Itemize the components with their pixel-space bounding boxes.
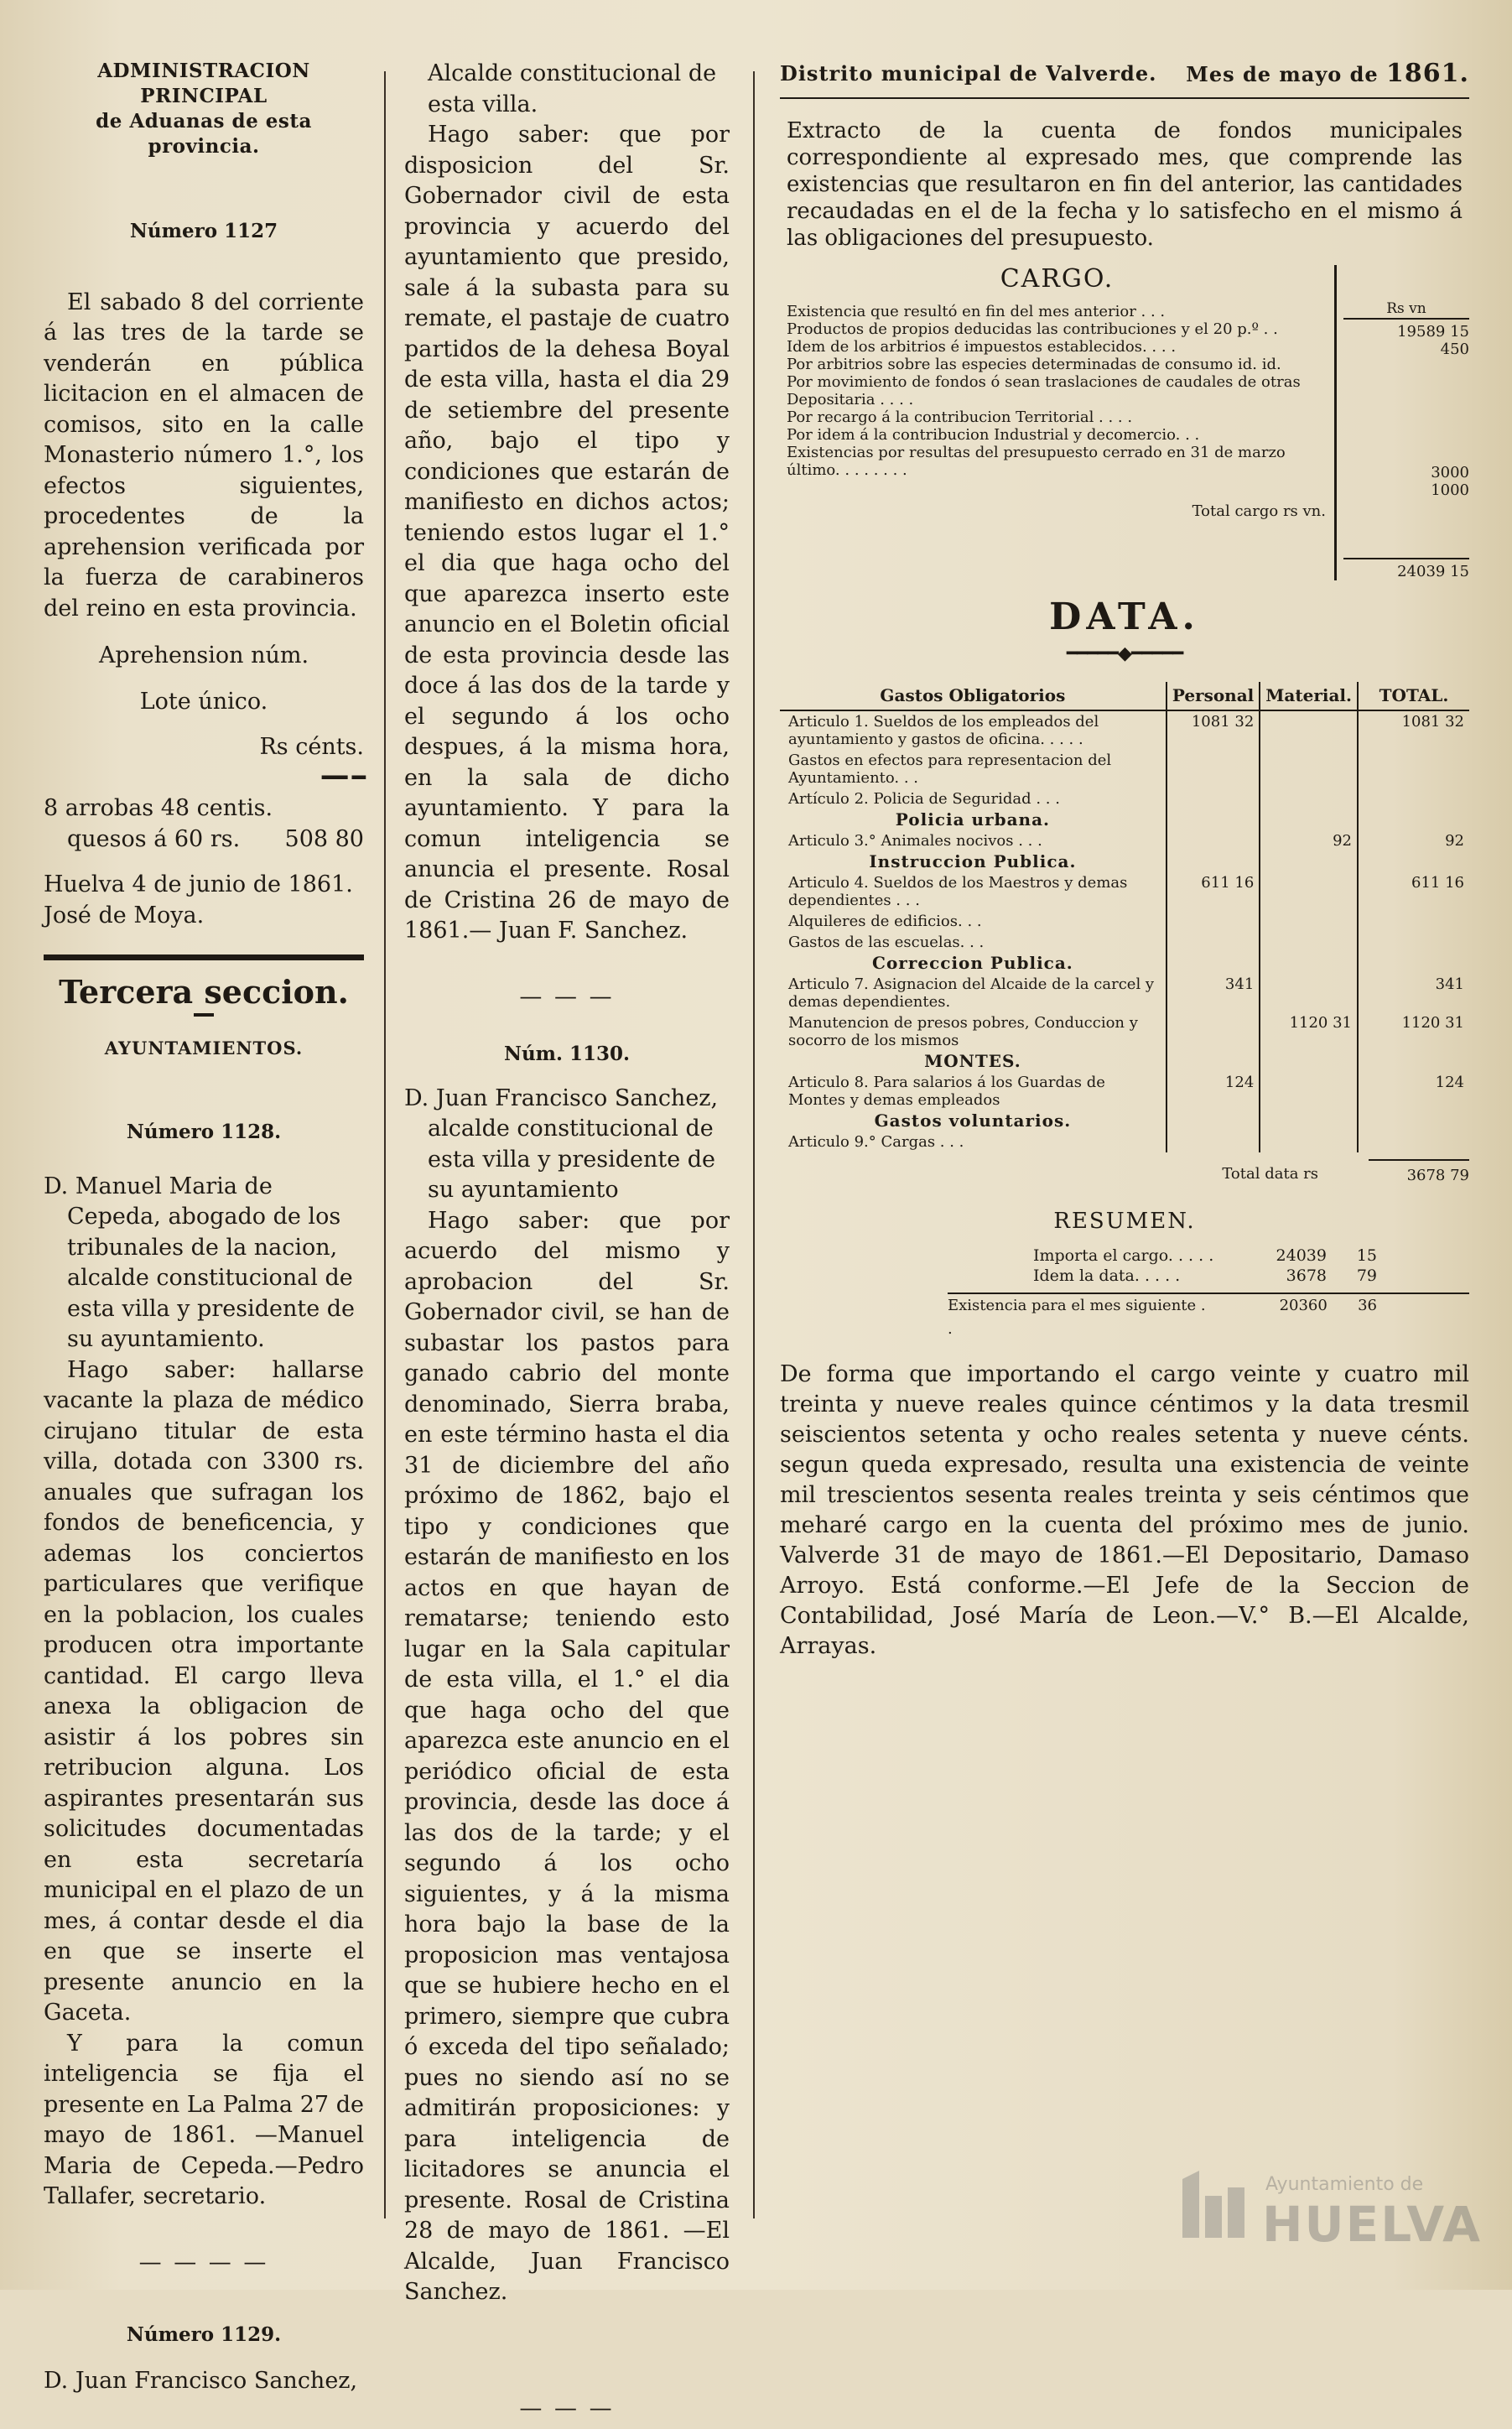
cargo-row-label: Productos de propios deducidas las contribuciones y el 20 p.º . . <box>787 320 1278 338</box>
resumen-title: RESUMEN. <box>1053 1209 1196 1234</box>
cargo-row-amount <box>1343 376 1469 393</box>
gastos-cell-personal <box>1166 1131 1260 1152</box>
column-divider-1 <box>384 71 386 2218</box>
aprehension-label: Aprehension núm. <box>98 642 309 668</box>
notice-1129-issuer-title: Alcalde constitucional de esta villa. <box>428 60 717 117</box>
cargo-labels <box>780 303 1334 479</box>
data-ornament: ━━━━━◆━━━━━ <box>1066 643 1183 664</box>
gastos-cell-personal <box>1166 750 1260 788</box>
gastos-cell-total: 1081 32 <box>1358 710 1469 750</box>
gastos-cell-label: Manutencion de presos pobres, Conduccion y socorro de los mismos <box>788 1013 1138 1049</box>
data-total: 3678 79 <box>1369 1159 1469 1192</box>
admin-heading: ADMINISTRACION PRINCIPAL de Aduanas de esta provincia. <box>96 60 312 158</box>
gastos-row <box>780 788 1469 809</box>
gastos-cell-material <box>1260 710 1358 750</box>
cargo-row-amount: 450 <box>1440 340 1469 358</box>
gastos-row <box>780 974 1469 1012</box>
gastos-cell-personal: 341 <box>1166 974 1260 1012</box>
gastos-row <box>780 911 1469 932</box>
cargo-row-amount <box>1343 393 1469 429</box>
resumen-data: Idem la data. . . . . 3678 79 <box>1033 1266 1377 1285</box>
cargo-total-label: Total cargo rs vn. <box>1192 502 1326 520</box>
section-rule <box>44 954 364 960</box>
closing-statement: De forma que importando el cargo veinte y cuatro mil treinta y nueve reales quince céntimos y la data tresmil seiscientos setenta y ocho reales setenta y nueve cénts. segun queda expresado, resulta una existencia de veinte mil trescientos sesenta reales treinta y seis céntimos que meharé cargo en la cuenta del próximo mes de junio. Valverde 31 de mayo de 1861.—El Depositario, Damaso Arroyo. Está conforme.—El Jefe de la Seccion de Contabilidad, José María de Leon.—V.° B.—El Alcalde, Arrayas. <box>780 1360 1469 1659</box>
separator-dash: — — — <box>519 983 615 1010</box>
gastos-cell-personal: 124 <box>1166 1072 1260 1110</box>
notice-1130-body: Hago saber: que por acuerdo del mismo y aprobacion del Sr. Gobernador civil, se han de subastar los pastos para ganado cabrio del monte denominado, Sierra braba, en este término hasta el dia 31 de diciembre del año próximo de 1862, bajo el tipo y condiciones que estarán de manifiesto en los actos en que hayan de rematarse; teniendo esto lugar en la Sala capitular de esta villa, el 1.° el dia que haga ocho del que aparezca este anuncio en el periódico oficial de esta provincia, desde las doce á las dos de la tarde; y el segundo á los ocho siguientes, y á la misma hora bajo la base de la proposicion mas ventajosa que se hubiere hecho en el primero, siempre que cubra ó exceda del tipo señalado; pues no siendo así no se admitirán proposiciones: y para inteligencia de licitadores se anuncia el presente. Rosal de Cristina 28 de mayo de 1861. —El Alcalde, Juan Francisco Sanchez. <box>404 1207 730 2305</box>
district-header <box>780 59 1469 99</box>
cargo-total: 24039 15 <box>1343 558 1469 580</box>
cargo-row-amount: 19589 15 <box>1397 322 1469 341</box>
data-total-row <box>780 1159 1469 1192</box>
col-total: TOTAL. <box>1358 682 1469 710</box>
gastos-row <box>780 1012 1469 1051</box>
gastos-cell-personal <box>1166 932 1260 953</box>
gastos-cell-material: 1120 31 <box>1260 1012 1358 1051</box>
gastos-subheading-row <box>780 1051 1469 1072</box>
gastos-cell-total <box>1358 932 1469 953</box>
gastos-cell-total: 341 <box>1358 974 1469 1012</box>
gastos-cell-total: 611 16 <box>1358 872 1469 911</box>
gastos-cell-personal: 611 16 <box>1166 872 1260 911</box>
gastos-cell-label: Articulo 4. Sueldos de los Maestros y demas dependientes . . . <box>788 873 1128 909</box>
data-title: DATA. <box>1049 595 1200 638</box>
gastos-cell-label: Articulo 7. Asignacion del Alcaide de la carcel y demas dependientes. <box>788 975 1155 1011</box>
column-3 <box>780 59 1469 1662</box>
gastos-row <box>780 750 1469 788</box>
gastos-cell-material <box>1260 872 1358 911</box>
watermark-line1: Ayuntamiento de <box>1265 2174 1424 2195</box>
notice-1129-body: Hago saber: que por disposicion del Sr. Gobernador civil de esta provincia y acuerdo del ayuntamiento que presido, sale á la subasta para su remate, el pastaje de cuatro partidos de la dehesa Boyal de esta villa, hasta el dia 29 de setiembre del presente año, bajo el tipo y condiciones que estarán de manifiesto en dichos actos; teniendo estos lugar el 1.° el dia que haga ocho del que aparezca inserto este anuncio en el Boletin oficial de esta provincia desde las doce á las dos de la tarde y el segundo á los ocho despues, á la misma hora, en la sala de dicho ayuntamiento. Y para la comun inteligencia se anuncia el presente. Rosal de Cristina 26 de mayo de 1861.— Juan F. Sanchez. <box>404 122 730 944</box>
gastos-subheading-row <box>780 851 1469 872</box>
gastos-row <box>780 872 1469 911</box>
signature-name: José de Moya. <box>44 902 205 928</box>
cargo-row-amount <box>1343 499 1469 534</box>
gastos-row <box>780 932 1469 953</box>
notice-1130-issuer: D. Juan Francisco Sanchez, alcalde constitucional de esta villa y presidente de su ayuntamiento <box>404 1084 719 1203</box>
signature-place-date: Huelva 4 de junio de 1861. <box>44 871 353 897</box>
lote-label: Lote único. <box>139 688 268 715</box>
separator-dash: — — — — <box>138 2249 269 2276</box>
gastos-cell-personal: 1081 32 <box>1166 710 1260 750</box>
notice-1127-body: El sabado 8 del corriente á las tres de la tarde se venderán en pública licitacion en el almacen de comisos, sito en la calle Monasterio número 1.°, los efectos siguientes, procedentes de la aprehension verificada por la fuerza de carabineros del reino en esta provincia. <box>44 289 364 622</box>
gastos-cell-material <box>1260 1072 1358 1110</box>
gastos-cell-material <box>1260 932 1358 953</box>
gastos-row <box>780 710 1469 750</box>
gastos-cell-label: Articulo 9.° Cargas . . . <box>788 1132 964 1151</box>
gastos-cell-material <box>1260 974 1358 1012</box>
gastos-subheading: Gastos voluntarios. <box>874 1110 1072 1131</box>
gastos-cell-total <box>1358 750 1469 788</box>
cargo-amounts <box>1334 265 1469 580</box>
notice-1128-closing: Y para la comun inteligencia se fija el presente en La Palma 27 de mayo de 1861. —Manuel Maria de Cepeda.—Pedro Tallafer, secretario. <box>44 2030 364 2209</box>
gastos-cell-total: 92 <box>1358 830 1469 851</box>
huelva-watermark <box>1178 2164 1483 2265</box>
cargo-title: CARGO. <box>1000 263 1115 294</box>
section-title: Tercera seccion. <box>59 973 349 1011</box>
resumen-cargo: Importa el cargo. . . . . 24039 15 <box>1033 1246 1377 1265</box>
gastos-cell-total <box>1358 911 1469 932</box>
ayuntamientos-heading: AYUNTAMIENTOS. <box>104 1037 304 1058</box>
cargo-row-label: Por idem á la contribucion Industrial y decomercio. . . <box>787 425 1200 444</box>
district-month: Mes de mayo de 1861. <box>1186 59 1469 88</box>
col-gastos: Gastos Obligatorios <box>780 682 1166 710</box>
data-total-label: Total data rs <box>1222 1164 1318 1183</box>
item-line-1: 8 arrobas 48 centis. <box>44 795 273 821</box>
gastos-cell-material: 92 <box>1260 830 1358 851</box>
gastos-subheading-row <box>780 1110 1469 1131</box>
gastos-subheading-row <box>780 809 1469 830</box>
gastos-cell-label: Articulo 8. Para salarios á los Guardas de Montes y demas empleados <box>788 1073 1105 1109</box>
account-extract: Extracto de la cuenta de fondos municipales correspondiente al expresado mes, que comprende las existencias que resultaron en fin del anterior, las cantidades recaudadas en el de la fecha y lo satisfecho en el mismo á las obligaciones del presupuesto. <box>787 117 1463 251</box>
gastos-subheading-row <box>780 953 1469 974</box>
cargo-row-label: Por recargo á la contribucion Territorial . . . . <box>787 408 1133 426</box>
gastos-cell-label: Gastos en efectos para representacion del Ayuntamiento. . . <box>788 751 1112 787</box>
gastos-subheading: Instruccion Publica. <box>869 850 1077 871</box>
gastos-cell-personal <box>1166 911 1260 932</box>
city-logo-icon <box>1178 2171 1254 2246</box>
column-1 <box>44 59 364 2396</box>
gastos-cell-personal <box>1166 788 1260 809</box>
notice-number-1128: Número 1128. <box>126 1121 282 1143</box>
gastos-cell-label: Alquileres de edificios. . . <box>788 912 982 930</box>
gastos-cell-total: 1120 31 <box>1358 1012 1469 1051</box>
gastos-subheading: MONTES. <box>924 1050 1021 1071</box>
notice-1128-body: Hago saber: hallarse vacante la plaza de médico cirujano titular de esta villa, dotada con 3300 rs. anuales que sufragan los fondos de beneficencia, y ademas los conciertos particulares que verifique en la poblacion, los cuales producen otra importante cantidad. El cargo lleva anexa la obligacion de asistir á los pobres sin retribucion alguna. Los aspirantes presentarán sus solicitudes documentadas en esta secretaría municipal en el plazo de un mes, á contar desde el dia en que se inserte el presente anuncio en la Gaceta. <box>44 1356 364 2026</box>
col-material: Material. <box>1260 682 1358 710</box>
gastos-cell-total: 124 <box>1358 1072 1469 1110</box>
currency-header: Rs cénts. <box>259 734 364 760</box>
notice-1128-issuer: D. Manuel Maria de Cepeda, abogado de los tribunales de la nacion, alcalde constitucional de esta villa y presidente de su ayuntamiento. <box>44 1173 356 1352</box>
district-name: Distrito municipal de Valverde. <box>780 61 1157 86</box>
column-2 <box>404 59 730 2429</box>
notice-number-1130: Núm. 1130. <box>503 1043 631 1065</box>
gastos-row <box>780 1072 1469 1110</box>
cargo-row-label: Existencias por resultas del presupuesto cerrado en 31 de marzo último. . . . . . . . <box>787 443 1286 479</box>
gastos-cell-label: Articulo 3.° Animales nocivos . . . <box>788 831 1042 850</box>
item-amount: 508 80 <box>284 825 364 852</box>
cargo-row-label: Por movimiento de fondos ó sean traslaciones de caudales de otras Depositaria . . . . <box>787 372 1301 408</box>
cargo-row-label: Idem de los arbitrios é impuestos establecidos. . . . <box>787 337 1177 356</box>
gastos-cell-total <box>1358 1131 1469 1152</box>
gastos-subheading: Policia urbana. <box>895 809 1051 830</box>
notice-number-1129: Número 1129. <box>126 2323 282 2346</box>
currency-dash: ━━ ━ <box>321 764 364 791</box>
gastos-cell-personal <box>1166 830 1260 851</box>
cargo-row-amount <box>1343 429 1469 464</box>
cargo-block <box>780 265 1469 580</box>
gastos-row <box>780 830 1469 851</box>
cargo-row-amount: 1000 <box>1431 481 1469 499</box>
gastos-cell-label: Articulo 1. Sueldos de los empleados del ayuntamiento y gastos de oficina. . . . . <box>788 712 1099 748</box>
cargo-row-amount: 3000 <box>1431 463 1469 481</box>
gastos-cell-material <box>1260 1131 1358 1152</box>
gastos-cell-label: Artículo 2. Policia de Seguridad . . . <box>788 789 1060 808</box>
column-divider-2 <box>753 71 755 2218</box>
cargo-row-label: Existencia que resultó en fin del mes anterior . . . <box>787 302 1166 320</box>
gastos-row <box>780 1131 1469 1152</box>
cargo-row-label: Por arbitrios sobre las especies determinadas de consumo id. id. <box>787 355 1281 373</box>
cargo-unit: Rs vn <box>1343 300 1469 320</box>
gastos-cell-total <box>1358 788 1469 809</box>
watermark-line2: HUELVA <box>1262 2196 1483 2253</box>
gastos-table <box>780 682 1469 1152</box>
col-personal: Personal <box>1166 682 1260 710</box>
resumen-existencia: Existencia para el mes siguiente . . 20360 36 <box>948 1293 1469 1341</box>
separator-dash: — — — <box>519 2395 615 2421</box>
gastos-cell-material <box>1260 911 1358 932</box>
notice-1129-issuer: D. Juan Francisco Sanchez, <box>44 2367 358 2394</box>
gastos-cell-material <box>1260 750 1358 788</box>
item-line-2: quesos á 60 rs. 508 80 <box>44 824 364 856</box>
section-ornament <box>194 1013 214 1017</box>
notice-number-1127: Número 1127 <box>129 220 278 242</box>
gastos-subheading: Correccion Publica. <box>872 952 1073 973</box>
gastos-cell-material <box>1260 788 1358 809</box>
gastos-cell-label: Gastos de las escuelas. . . <box>788 933 985 951</box>
gastos-cell-personal <box>1166 1012 1260 1051</box>
